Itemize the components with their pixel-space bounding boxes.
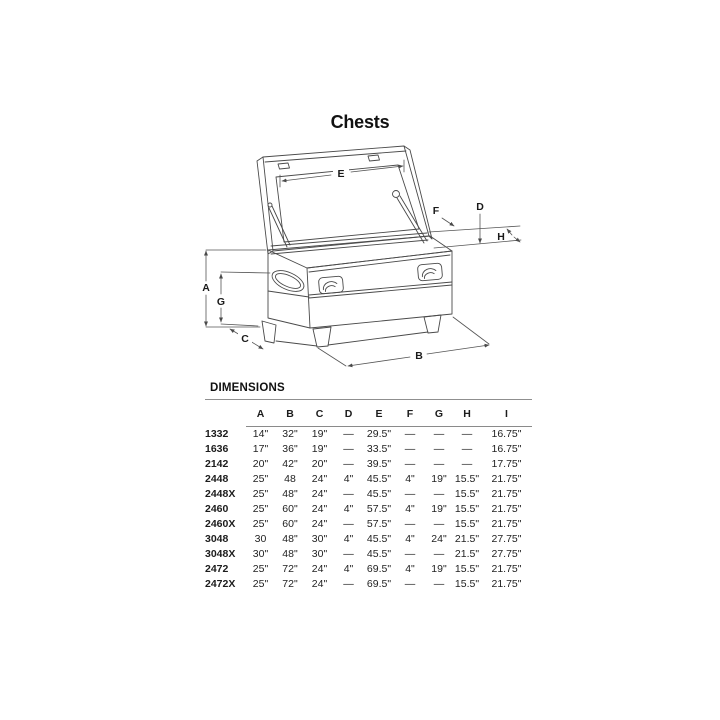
header-row	[205, 402, 532, 427]
dim-cell-d: 4"	[343, 503, 354, 515]
dim-cell-h: —	[461, 443, 473, 455]
dim-cell-b: 72"	[282, 578, 298, 590]
column-header-d: D	[334, 402, 363, 427]
dim-cell-g: —	[433, 428, 445, 440]
dim-cell-f: —	[404, 548, 416, 560]
chest-body	[262, 236, 452, 347]
chest-feet	[262, 315, 441, 347]
dim-cell-c: 19"	[311, 443, 328, 455]
dim-cell-i: 21.75"	[491, 503, 522, 515]
dimension-callouts	[199, 160, 521, 366]
table-row	[205, 517, 532, 532]
dim-label-h: H	[497, 231, 505, 243]
dim-cell-f: —	[404, 428, 416, 440]
dim-cell-d: 4"	[343, 533, 354, 545]
dim-cell-d: —	[343, 518, 354, 530]
model-number: 2142	[205, 458, 229, 470]
lid-staple-left	[278, 163, 290, 169]
dim-cell-g: —	[433, 518, 445, 530]
dim-cell-i: 17.75"	[491, 458, 522, 470]
dim-cell-d: 4"	[343, 473, 354, 485]
table-row	[205, 457, 532, 472]
dim-cell-c: 24"	[311, 563, 328, 575]
dim-cell-i: 16.75"	[491, 428, 522, 440]
dim-cell-c: 30"	[311, 548, 328, 560]
dim-cell-f: —	[404, 578, 416, 590]
dim-cell-h: —	[461, 428, 473, 440]
dim-cell-h: —	[461, 458, 473, 470]
dim-cell-i: 21.75"	[491, 488, 522, 500]
dim-cell-c: 24"	[311, 518, 328, 530]
dim-cell-g: —	[433, 443, 445, 455]
model-number: 1332	[205, 427, 229, 440]
dim-cell-f: —	[404, 518, 416, 530]
dim-cell-e: 29.5"	[366, 428, 392, 440]
dim-cell-h: 21.5"	[454, 533, 480, 545]
dim-cell-h: 21.5"	[454, 548, 480, 560]
dimensions-table	[205, 402, 532, 592]
table-row	[205, 502, 532, 517]
table-header	[205, 402, 532, 427]
dim-cell-g: —	[433, 458, 445, 470]
dim-cell-f: 4"	[405, 563, 415, 575]
model-column-header	[205, 402, 246, 427]
dim-cell-b: 72"	[282, 563, 298, 575]
dim-cell-e: 45.5"	[366, 488, 392, 500]
table-row	[205, 532, 532, 547]
table-row	[205, 577, 532, 592]
dim-cell-b: 60"	[282, 503, 298, 515]
dim-label-a: A	[202, 282, 210, 294]
dim-cell-d: —	[343, 443, 354, 455]
dim-cell-a: 20"	[252, 458, 269, 470]
model-number: 2472X	[205, 578, 236, 590]
dim-cell-g: —	[433, 548, 445, 560]
model-number: 2460	[205, 503, 229, 515]
page-title: Chests	[330, 112, 390, 132]
table-body	[205, 427, 532, 593]
dim-cell-c: 19"	[311, 428, 328, 440]
dim-cell-f: 4"	[405, 503, 415, 515]
dim-cell-h: 15.5"	[454, 518, 480, 530]
chest-line-drawing	[185, 140, 535, 380]
dim-cell-g: 24"	[431, 533, 447, 545]
dim-cell-a: 25"	[252, 503, 269, 515]
dim-cell-i: 27.75"	[491, 533, 522, 545]
dim-cell-e: 45.5"	[366, 533, 392, 545]
model-number: 3048X	[205, 548, 236, 560]
dim-cell-e: 33.5"	[366, 443, 392, 455]
dim-cell-i: 21.75"	[491, 473, 522, 485]
dim-cell-d: —	[343, 488, 354, 500]
column-header-f: F	[395, 402, 425, 427]
dim-cell-b: 48	[284, 473, 296, 485]
column-header-a: A	[246, 402, 275, 427]
dim-cell-i: 21.75"	[491, 563, 522, 575]
dim-label-f: F	[432, 205, 440, 217]
model-number: 3048	[205, 533, 229, 545]
dim-cell-g: —	[433, 488, 445, 500]
dim-cell-i: 21.75"	[491, 578, 522, 590]
model-number: 2472	[205, 563, 229, 575]
dim-cell-f: —	[404, 458, 416, 470]
dim-cell-i: 21.75"	[491, 518, 522, 530]
dim-cell-b: 48"	[282, 533, 298, 545]
table-row	[205, 547, 532, 562]
column-header-h: H	[453, 402, 481, 427]
dim-cell-e: 45.5"	[366, 548, 392, 560]
dim-cell-e: 69.5"	[366, 578, 392, 590]
dim-cell-d: 4"	[343, 563, 354, 575]
dim-cell-g: 19"	[431, 473, 447, 485]
dim-cell-g: —	[433, 578, 445, 590]
dim-cell-f: —	[404, 488, 416, 500]
dim-cell-i: 16.75"	[491, 443, 522, 455]
table-row	[205, 487, 532, 502]
dim-cell-a: 17"	[252, 443, 269, 455]
dim-cell-h: 15.5"	[454, 473, 480, 485]
dim-cell-a: 25"	[252, 473, 269, 485]
table-top-rule	[205, 399, 532, 400]
dim-cell-a: 25"	[252, 563, 269, 575]
dim-label-d: D	[476, 201, 484, 213]
dim-label-g: G	[216, 296, 226, 308]
dim-cell-e: 69.5"	[366, 563, 392, 575]
dim-cell-b: 36"	[282, 443, 298, 455]
dim-cell-c: 24"	[311, 503, 328, 515]
dim-cell-c: 20"	[311, 458, 328, 470]
latch-right	[417, 263, 442, 281]
dim-cell-b: 48"	[282, 488, 298, 500]
column-header-c: C	[305, 402, 334, 427]
dim-cell-g: 19"	[431, 563, 447, 575]
latch-left	[318, 276, 343, 294]
dimensions-heading: DIMENSIONS	[210, 382, 285, 394]
dim-cell-b: 60"	[282, 518, 298, 530]
dim-cell-c: 24"	[311, 488, 328, 500]
dim-cell-f: 4"	[405, 533, 415, 545]
table-row	[205, 562, 532, 577]
model-number: 2460X	[205, 518, 236, 530]
dim-cell-g: 19"	[431, 503, 447, 515]
dim-cell-b: 42"	[282, 458, 298, 470]
dim-cell-a: 30"	[252, 548, 269, 560]
column-header-b: B	[275, 402, 305, 427]
dim-cell-e: 39.5"	[366, 458, 392, 470]
table-row	[205, 472, 532, 487]
dim-cell-c: 24"	[311, 578, 328, 590]
dim-label-b: B	[415, 350, 423, 362]
dim-cell-e: 45.5"	[366, 473, 392, 485]
dim-cell-a: 25"	[252, 488, 269, 500]
dim-cell-c: 24"	[311, 473, 328, 485]
dim-cell-a: 14"	[252, 428, 269, 440]
model-number: 2448	[205, 473, 229, 485]
dim-cell-h: 15.5"	[454, 488, 480, 500]
dim-cell-e: 57.5"	[366, 518, 392, 530]
dim-cell-d: —	[343, 578, 354, 590]
chest-dimension-diagram	[185, 140, 535, 380]
table-row	[205, 427, 532, 443]
dim-cell-b: 32"	[282, 428, 298, 440]
dim-cell-d: —	[343, 548, 354, 560]
lid-staple-right	[368, 155, 380, 161]
column-header-i: I	[481, 402, 532, 427]
dim-cell-b: 48"	[282, 548, 298, 560]
dim-cell-f: —	[404, 443, 416, 455]
dim-cell-f: 4"	[405, 473, 415, 485]
dim-cell-d: —	[343, 458, 354, 470]
column-header-g: G	[425, 402, 453, 427]
end-handle	[269, 266, 307, 295]
dim-cell-a: 25"	[252, 518, 269, 530]
model-number: 1636	[205, 443, 229, 455]
dim-cell-i: 27.75"	[491, 548, 522, 560]
dim-label-e: E	[337, 168, 345, 180]
dim-cell-d: —	[343, 428, 354, 440]
dim-cell-e: 57.5"	[366, 503, 392, 515]
dim-cell-h: 15.5"	[454, 563, 480, 575]
dim-cell-a: 30	[254, 533, 267, 545]
dim-label-c: C	[241, 333, 249, 345]
dim-cell-h: 15.5"	[454, 578, 480, 590]
table-row	[205, 442, 532, 457]
dim-cell-h: 15.5"	[454, 503, 480, 515]
column-header-e: E	[363, 402, 395, 427]
dim-cell-a: 25"	[252, 578, 269, 590]
dim-cell-c: 30"	[311, 533, 328, 545]
model-number: 2448X	[205, 488, 236, 500]
